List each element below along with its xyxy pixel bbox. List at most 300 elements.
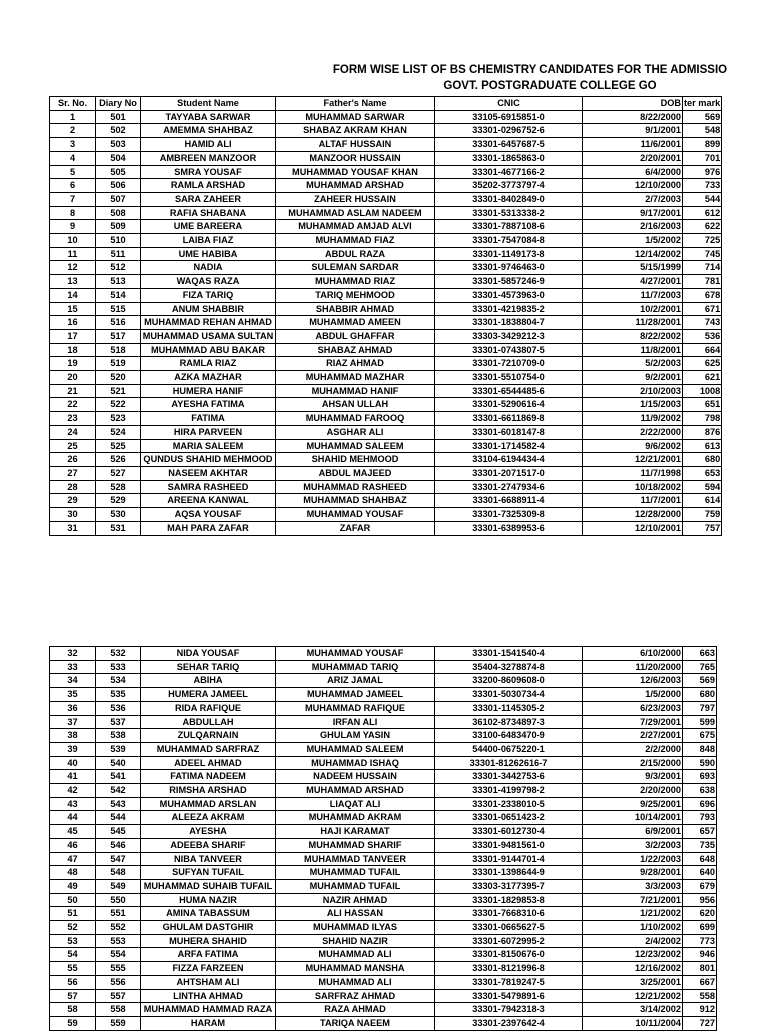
cell-diary-no: 554 [96,948,141,962]
table-row [50,811,717,825]
cell-student-name: ABIHA [141,674,276,688]
cell-sr-no: 18 [50,343,96,357]
header-sr-no: Sr. No. [50,97,96,111]
cell-cnic: 33301-4219835-2 [435,302,583,316]
cell-student-name: AYESHA [141,825,276,839]
cell-dob: 10/18/2002 [583,480,683,494]
table-row [50,138,722,152]
table-row [50,439,722,453]
cell-sr-no: 24 [50,425,96,439]
cell-fathers-name: MUHAMMAD SHARIF [276,838,435,852]
cell-diary-no: 503 [96,138,141,152]
cell-diary-no: 552 [96,921,141,935]
cell-student-name: GHULAM DASTGHIR [141,921,276,935]
cell-dob: 2/2/2000 [583,742,683,756]
cell-dob: 8/22/2002 [583,329,683,343]
cell-cnic: 33301-2071517-0 [435,466,583,480]
table-row [50,343,722,357]
cell-student-name: MUHAMMAD SUHAIB TUFAIL [141,879,276,893]
cell-cnic: 33301-6457687-5 [435,138,583,152]
cell-dob: 11/28/2001 [583,316,683,330]
cell-dob: 8/22/2000 [583,110,683,124]
cell-diary-no: 515 [96,302,141,316]
cell-inter-marks: 793 [683,811,717,825]
cell-inter-marks: 725 [683,234,722,248]
cell-diary-no: 542 [96,784,141,798]
cell-student-name: HUMERA JAMEEL [141,688,276,702]
table-row [50,852,717,866]
cell-cnic: 33301-7668310-6 [435,907,583,921]
cell-fathers-name: MUHAMMAD AMJAD ALVI [276,220,435,234]
cell-inter-marks: 757 [683,521,722,535]
cell-cnic: 33301-2397642-4 [435,1016,583,1030]
cell-fathers-name: SHABAZ AHMAD [276,343,435,357]
cell-diary-no: 524 [96,425,141,439]
cell-inter-marks: 558 [683,989,717,1003]
table-row [50,275,722,289]
cell-fathers-name: SHABBIR AHMAD [276,302,435,316]
cell-inter-marks: 620 [683,907,717,921]
cell-student-name: AREENA KANWAL [141,494,276,508]
table-row [50,234,722,248]
cell-dob: 10/11/2004 [583,1016,683,1030]
cell-sr-no: 30 [50,508,96,522]
cell-cnic: 33301-5313338-2 [435,206,583,220]
cell-dob: 9/28/2001 [583,866,683,880]
cell-student-name: MARIA SALEEM [141,439,276,453]
cell-sr-no: 29 [50,494,96,508]
cell-inter-marks: 956 [683,893,717,907]
table-body-part2 [50,647,717,1031]
cell-cnic: 33301-9144701-4 [435,852,583,866]
table-row [50,1016,717,1030]
cell-student-name: AMINA TABASSUM [141,907,276,921]
table-row [50,934,717,948]
table-row [50,715,717,729]
cell-diary-no: 528 [96,480,141,494]
table-row [50,384,722,398]
cell-fathers-name: HAJI KARAMAT [276,825,435,839]
header-fathers-name: Father's Name [276,97,435,111]
cell-fathers-name: MUHAMMAD ASLAM NADEEM [276,206,435,220]
cell-cnic: 33301-6688911-4 [435,494,583,508]
table-row [50,466,722,480]
table-row [50,329,722,343]
cell-diary-no: 510 [96,234,141,248]
table-row [50,521,722,535]
cell-student-name: HUMA NAZIR [141,893,276,907]
table-row [50,192,722,206]
cell-diary-no: 507 [96,192,141,206]
cell-dob: 1/5/2000 [583,688,683,702]
cell-dob: 12/21/2002 [583,989,683,1003]
cell-dob: 10/14/2001 [583,811,683,825]
cell-diary-no: 523 [96,412,141,426]
cell-diary-no: 550 [96,893,141,907]
table-row [50,480,722,494]
cell-cnic: 33301-0296752-6 [435,124,583,138]
cell-dob: 11/9/2002 [583,412,683,426]
cell-fathers-name: MUHAMMAD TANVEER [276,852,435,866]
cell-dob: 2/20/2001 [583,151,683,165]
cell-diary-no: 553 [96,934,141,948]
cell-cnic: 33301-7887108-6 [435,220,583,234]
cell-inter-marks: 621 [683,371,722,385]
cell-inter-marks: 976 [683,165,722,179]
table-row [50,398,722,412]
cell-dob: 3/25/2001 [583,975,683,989]
table-row [50,508,722,522]
table-row [50,688,717,702]
cell-sr-no: 45 [50,825,96,839]
cell-student-name: TAYYABA SARWAR [141,110,276,124]
cell-student-name: LINTHA AHMAD [141,989,276,1003]
cell-fathers-name: ASGHAR ALI [276,425,435,439]
table-row [50,288,722,302]
cell-inter-marks: 679 [683,879,717,893]
table-row [50,425,722,439]
cell-dob: 6/9/2001 [583,825,683,839]
table-row [50,770,717,784]
cell-student-name: MUHAMMAD REHAN AHMAD [141,316,276,330]
cell-fathers-name: LIAQAT ALI [276,797,435,811]
cell-cnic: 33200-8609608-0 [435,674,583,688]
cell-diary-no: 512 [96,261,141,275]
cell-diary-no: 536 [96,701,141,715]
cell-fathers-name: SARFRAZ AHMAD [276,989,435,1003]
table-row [50,357,722,371]
cell-student-name: MUHAMMAD ARSLAN [141,797,276,811]
cell-cnic: 33301-7819247-5 [435,975,583,989]
table-row [50,247,722,261]
cell-inter-marks: 743 [683,316,722,330]
cell-inter-marks: 569 [683,674,717,688]
cell-inter-marks: 680 [683,453,722,467]
cell-diary-no: 522 [96,398,141,412]
cell-fathers-name: MUHAMMAD TUFAIL [276,879,435,893]
cell-fathers-name: MUHAMMAD SALEEM [276,742,435,756]
table-row [50,220,722,234]
cell-dob: 9/1/2001 [583,124,683,138]
document-title-line1: FORM WISE LIST OF BS CHEMISTRY CANDIDATES FOR THE ADMISSIO [332,64,728,76]
cell-inter-marks: 594 [683,480,722,494]
cell-fathers-name: IRFAN ALI [276,715,435,729]
cell-student-name: NASEEM AKHTAR [141,466,276,480]
cell-dob: 11/7/2001 [583,494,683,508]
table-row [50,948,717,962]
cell-diary-no: 538 [96,729,141,743]
cell-inter-marks: 701 [683,151,722,165]
cell-diary-no: 533 [96,660,141,674]
cell-student-name: HARAM [141,1016,276,1030]
cell-inter-marks: 622 [683,220,722,234]
cell-dob: 2/22/2000 [583,425,683,439]
cell-inter-marks: 544 [683,192,722,206]
cell-sr-no: 20 [50,371,96,385]
table-row [50,674,717,688]
cell-student-name: FATIMA NADEEM [141,770,276,784]
cell-fathers-name: MUHAMMAD FIAZ [276,234,435,248]
cell-diary-no: 540 [96,756,141,770]
cell-student-name: FATIMA [141,412,276,426]
cell-cnic: 35202-3773797-4 [435,179,583,193]
table-row [50,962,717,976]
table-row [50,756,717,770]
table-row [50,907,717,921]
cell-diary-no: 531 [96,521,141,535]
cell-sr-no: 7 [50,192,96,206]
cell-dob: 11/7/1998 [583,466,683,480]
cell-dob: 2/27/2001 [583,729,683,743]
cell-cnic: 33301-6012730-4 [435,825,583,839]
cell-inter-marks: 680 [683,688,717,702]
table-row [50,866,717,880]
cell-fathers-name: MUHAMMAD AKRAM [276,811,435,825]
cell-cnic: 33301-5290616-4 [435,398,583,412]
cell-dob: 12/10/2001 [583,521,683,535]
cell-diary-no: 532 [96,647,141,661]
cell-cnic: 33301-8121996-8 [435,962,583,976]
cell-student-name: ANUM SHABBIR [141,302,276,316]
cell-cnic: 33301-1149173-8 [435,247,583,261]
cell-inter-marks: 569 [683,110,722,124]
cell-cnic: 33303-3429212-3 [435,329,583,343]
cell-fathers-name: MUHAMMAD SARWAR [276,110,435,124]
cell-sr-no: 59 [50,1016,96,1030]
cell-student-name: MUHERA SHAHID [141,934,276,948]
cell-student-name: AMBREEN MANZOOR [141,151,276,165]
cell-diary-no: 537 [96,715,141,729]
cell-dob: 11/8/2001 [583,343,683,357]
cell-fathers-name: NAZIR AHMAD [276,893,435,907]
cell-inter-marks: 733 [683,179,722,193]
cell-sr-no: 3 [50,138,96,152]
cell-inter-marks: 657 [683,825,717,839]
cell-diary-no: 556 [96,975,141,989]
cell-cnic: 33301-0665627-5 [435,921,583,935]
cell-cnic: 33301-6072995-2 [435,934,583,948]
cell-fathers-name: MUHAMMAD FAROOQ [276,412,435,426]
cell-cnic: 33301-1714582-4 [435,439,583,453]
cell-sr-no: 46 [50,838,96,852]
cell-diary-no: 502 [96,124,141,138]
cell-sr-no: 15 [50,302,96,316]
header-cnic: CNIC [435,97,583,111]
cell-sr-no: 49 [50,879,96,893]
cell-fathers-name: MUHAMMAD TUFAIL [276,866,435,880]
document-title-line2: GOVT. POSTGRADUATE COLLEGE GO [443,80,657,92]
cell-fathers-name: MUHAMMAD RIAZ [276,275,435,289]
cell-fathers-name: MUHAMMAD ARSHAD [276,784,435,798]
cell-student-name: RAMLA ARSHAD [141,179,276,193]
cell-student-name: ZULQARNAIN [141,729,276,743]
cell-sr-no: 48 [50,866,96,880]
cell-sr-no: 41 [50,770,96,784]
cell-inter-marks: 801 [683,962,717,976]
table-body-part1 [50,110,722,535]
cell-dob: 1/5/2002 [583,234,683,248]
cell-sr-no: 4 [50,151,96,165]
cell-sr-no: 43 [50,797,96,811]
cell-sr-no: 51 [50,907,96,921]
cell-dob: 7/29/2001 [583,715,683,729]
table-row [50,206,722,220]
cell-cnic: 33301-7325309-8 [435,508,583,522]
cell-student-name: MUHAMMAD SARFRAZ [141,742,276,756]
cell-cnic: 33301-7547084-8 [435,234,583,248]
cell-sr-no: 6 [50,179,96,193]
cell-fathers-name: SHAHID NAZIR [276,934,435,948]
cell-fathers-name: MUHAMMAD YOUSAF [276,647,435,661]
cell-diary-no: 558 [96,1003,141,1017]
cell-fathers-name: NADEEM HUSSAIN [276,770,435,784]
table-row [50,797,717,811]
cell-inter-marks: 599 [683,715,717,729]
table-row [50,989,717,1003]
cell-sr-no: 32 [50,647,96,661]
cell-sr-no: 8 [50,206,96,220]
cell-dob: 12/28/2000 [583,508,683,522]
cell-sr-no: 39 [50,742,96,756]
cell-fathers-name: TARIQ MEHMOOD [276,288,435,302]
cell-dob: 12/21/2001 [583,453,683,467]
cell-student-name: RAFIA SHABANA [141,206,276,220]
cell-sr-no: 47 [50,852,96,866]
cell-sr-no: 17 [50,329,96,343]
cell-dob: 4/27/2001 [583,275,683,289]
table-row [50,729,717,743]
cell-cnic: 33301-6544485-6 [435,384,583,398]
cell-cnic: 33301-4199798-2 [435,784,583,798]
cell-cnic: 33301-5510754-0 [435,371,583,385]
cell-fathers-name: MUHAMMAD MANSHA [276,962,435,976]
cell-diary-no: 519 [96,357,141,371]
cell-cnic: 33301-2338010-5 [435,797,583,811]
cell-dob: 1/15/2003 [583,398,683,412]
cell-fathers-name: MUHAMMAD HANIF [276,384,435,398]
cell-dob: 2/10/2003 [583,384,683,398]
cell-fathers-name: ABDUL RAZA [276,247,435,261]
cell-diary-no: 545 [96,825,141,839]
cell-cnic: 33301-6389953-6 [435,521,583,535]
cell-student-name: UME BAREERA [141,220,276,234]
cell-cnic: 33301-0743807-5 [435,343,583,357]
cell-sr-no: 53 [50,934,96,948]
cell-cnic: 33301-7210709-0 [435,357,583,371]
cell-student-name: RAMLA RIAZ [141,357,276,371]
cell-student-name: HAMID ALI [141,138,276,152]
cell-cnic: 33303-3177395-7 [435,879,583,893]
cell-diary-no: 529 [96,494,141,508]
cell-student-name: ABDULLAH [141,715,276,729]
cell-sr-no: 57 [50,989,96,1003]
cell-diary-no: 541 [96,770,141,784]
table-row [50,893,717,907]
cell-diary-no: 501 [96,110,141,124]
cell-student-name: FIZA TARIQ [141,288,276,302]
cell-dob: 1/10/2002 [583,921,683,935]
cell-fathers-name: SULEMAN SARDAR [276,261,435,275]
cell-diary-no: 530 [96,508,141,522]
cell-fathers-name: ABDUL MAJEED [276,466,435,480]
cell-inter-marks: 781 [683,275,722,289]
table-row [50,1003,717,1017]
cell-cnic: 33301-6018147-8 [435,425,583,439]
cell-cnic: 36102-8734897-3 [435,715,583,729]
cell-fathers-name: SHAHID MEHMOOD [276,453,435,467]
cell-dob: 12/14/2002 [583,247,683,261]
cell-inter-marks: 696 [683,797,717,811]
cell-diary-no: 508 [96,206,141,220]
cell-sr-no: 16 [50,316,96,330]
cell-diary-no: 539 [96,742,141,756]
cell-inter-marks: 699 [683,921,717,935]
cell-diary-no: 535 [96,688,141,702]
cell-cnic: 33301-4677166-2 [435,165,583,179]
table-row [50,316,722,330]
cell-diary-no: 544 [96,811,141,825]
cell-inter-marks: 590 [683,756,717,770]
cell-cnic: 35404-3278874-8 [435,660,583,674]
cell-cnic: 33301-5857246-9 [435,275,583,289]
cell-dob: 9/2/2001 [583,371,683,385]
cell-cnic: 33301-8402849-0 [435,192,583,206]
cell-inter-marks: 798 [683,412,722,426]
cell-diary-no: 506 [96,179,141,193]
cell-student-name: FIZZA FARZEEN [141,962,276,976]
table-row [50,412,722,426]
cell-cnic: 33301-4573963-0 [435,288,583,302]
cell-dob: 3/2/2003 [583,838,683,852]
cell-diary-no: 555 [96,962,141,976]
cell-dob: 2/16/2003 [583,220,683,234]
cell-dob: 12/6/2003 [583,674,683,688]
cell-student-name: AMEMMA SHAHBAZ [141,124,276,138]
cell-cnic: 33301-1838804-7 [435,316,583,330]
cell-fathers-name: ZAFAR [276,521,435,535]
cell-cnic: 33301-1829853-8 [435,893,583,907]
cell-student-name: SEHAR TARIQ [141,660,276,674]
cell-sr-no: 26 [50,453,96,467]
cell-diary-no: 549 [96,879,141,893]
cell-sr-no: 42 [50,784,96,798]
cell-diary-no: 516 [96,316,141,330]
cell-dob: 5/2/2003 [583,357,683,371]
cell-student-name: LAIBA FIAZ [141,234,276,248]
cell-cnic: 33104-6194434-4 [435,453,583,467]
cell-sr-no: 55 [50,962,96,976]
cell-fathers-name: SHABAZ AKRAM KHAN [276,124,435,138]
table-row [50,165,722,179]
cell-dob: 3/14/2002 [583,1003,683,1017]
cell-diary-no: 546 [96,838,141,852]
cell-inter-marks: 612 [683,206,722,220]
cell-sr-no: 11 [50,247,96,261]
cell-student-name: ADEEBA SHARIF [141,838,276,852]
cell-inter-marks: 773 [683,934,717,948]
cell-inter-marks: 667 [683,975,717,989]
cell-sr-no: 10 [50,234,96,248]
cell-student-name: AQSA YOUSAF [141,508,276,522]
cell-inter-marks: 638 [683,784,717,798]
cell-dob: 6/10/2000 [583,647,683,661]
cell-diary-no: 514 [96,288,141,302]
cell-diary-no: 513 [96,275,141,289]
cell-dob: 9/6/2002 [583,439,683,453]
cell-dob: 6/4/2000 [583,165,683,179]
cell-inter-marks: 1008 [683,384,722,398]
cell-fathers-name: ALI HASSAN [276,907,435,921]
